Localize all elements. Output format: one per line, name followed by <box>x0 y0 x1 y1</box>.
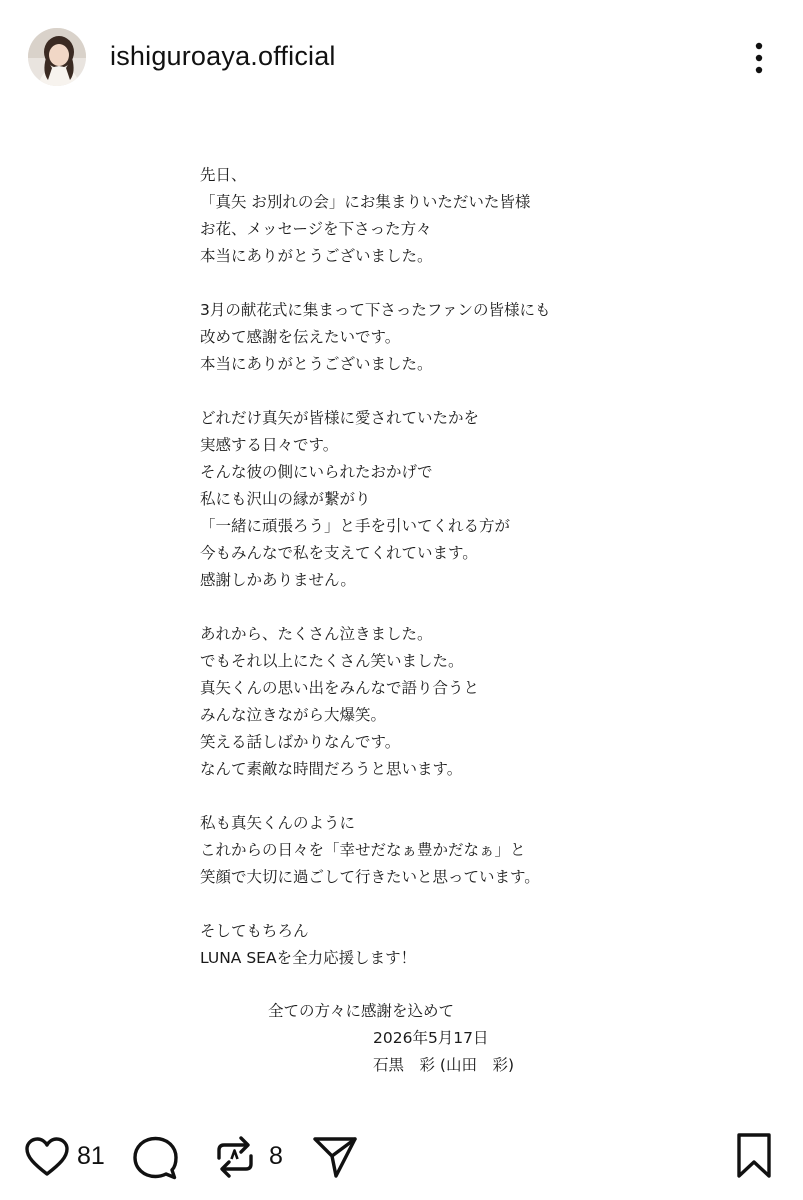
comment-icon[interactable] <box>132 1136 178 1180</box>
letter-line: どれだけ真矢が皆様に愛されていたかを <box>200 409 480 427</box>
letter-line: 真矢くんの思い出をみんなで語り合うと <box>200 679 480 697</box>
letter-line: そしてもちろん <box>200 922 309 940</box>
letter-line: なんて素敵な時間だろうと思います。 <box>200 760 463 778</box>
action-bar <box>0 1120 803 1200</box>
bookmark-icon[interactable] <box>734 1132 774 1180</box>
paragraph <box>200 918 760 972</box>
letter-line: 今もみんなで私を支えてくれています。 <box>200 544 478 562</box>
repost-icon[interactable] <box>214 1134 256 1180</box>
letter-line: これからの日々を「幸せだなぁ豊かだなぁ」と <box>200 841 526 859</box>
letter-line: 感謝しかありません。 <box>200 571 356 589</box>
letter-line: 本当にありがとうございました。 <box>200 355 433 373</box>
paragraph <box>200 621 760 783</box>
letter-line: みんな泣きながら大爆笑。 <box>200 706 387 724</box>
share-icon[interactable] <box>312 1134 358 1180</box>
letter-line: 笑顔で大切に過ごして行きたいと思っています。 <box>200 868 540 886</box>
post-letter <box>200 162 760 999</box>
paragraph <box>200 810 760 891</box>
letter-line: 「一緒に頑張ろう」と手を引いてくれる方が <box>200 517 511 535</box>
paragraph <box>200 162 760 270</box>
letter-line: でもそれ以上にたくさん笑いました。 <box>200 652 464 670</box>
letter-line: 本当にありがとうございました。 <box>200 247 433 265</box>
letter-line: 私にも沢山の縁が繋がり <box>200 490 371 508</box>
paragraph <box>200 405 760 594</box>
letter-line: LUNA SEAを全力応援します！ <box>200 949 417 967</box>
closing-signature: 石黒 彩 (山田 彩) <box>373 1056 515 1074</box>
avatar[interactable] <box>28 28 86 86</box>
letter-line: 私も真矢くんのように <box>200 814 356 832</box>
letter-line: そんな彼の側にいられたおかげで <box>200 463 433 481</box>
letter-line: あれから、たくさん泣きました。 <box>200 625 433 643</box>
paragraph <box>200 297 760 378</box>
letter-line: お花、メッセージを下さった方々 <box>200 220 432 238</box>
post-header <box>0 0 803 115</box>
letter-line: 「真矢 お別れの会」にお集まりいただいた皆様 <box>200 193 531 211</box>
repost-count[interactable]: 8 <box>269 1142 283 1170</box>
closing-date: 2026年5月17日 <box>373 1029 489 1047</box>
letter-line: 改めて感謝を伝えたいです。 <box>200 328 401 346</box>
username[interactable]: ishiguroaya.official <box>110 41 336 71</box>
letter-line: 笑える話しばかりなんです。 <box>200 733 401 751</box>
closing-line: 全ての方々に感謝を込めて <box>268 1002 455 1020</box>
heart-icon[interactable] <box>24 1136 70 1178</box>
letter-line: 先日、 <box>200 166 247 184</box>
more-vertical-icon[interactable] <box>744 40 774 76</box>
letter-line: 3月の献花式に集まって下さったファンの皆様にも <box>200 301 551 319</box>
like-count[interactable]: 81 <box>77 1142 105 1170</box>
letter-line: 実感する日々です。 <box>200 436 339 454</box>
